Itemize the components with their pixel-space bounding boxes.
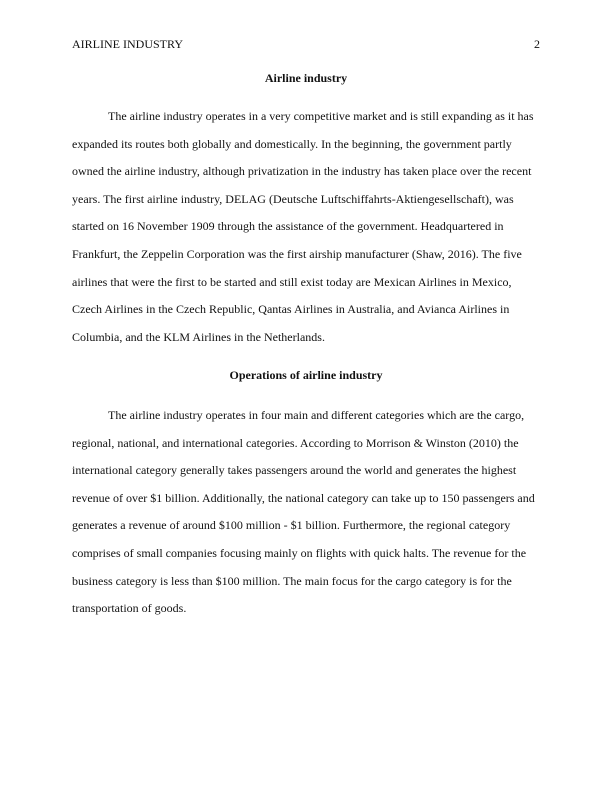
text-line: years. The first airline industry, DELAG (Deutsche Luftschiffahrts-Aktiengesellschaft), was (72, 191, 514, 206)
text-line: comprises of small companies focusing mainly on flights with quick halts. The revenue for the (72, 545, 527, 560)
document-title: Airline industry (264, 71, 348, 85)
text-line: Columbia, and the KLM Airlines in the Netherlands. (72, 329, 325, 344)
text-line: business category is less than $100 million. The main focus for the cargo category is for the (72, 573, 512, 588)
section-heading: Operations of airline industry (229, 368, 383, 382)
page-number: 2 (534, 37, 540, 51)
text-line: Frankfurt, the Zeppelin Corporation was the first airship manufacturer (Shaw, 2016). The five (72, 246, 522, 261)
text-line: revenue of over $1 billion. Additionally, the national category can take up to 150 passengers and (72, 490, 535, 505)
text-line: transportation of goods. (72, 601, 187, 616)
text-line: Czech Airlines in the Czech Republic, Qantas Airlines in Australia, and Avianca Airlines in (72, 302, 510, 317)
text-line: generates a revenue of around $100 million - $1 billion. Furthermore, the regional category (72, 518, 511, 533)
text-line: expanded its routes both globally and domestically. In the beginning, the government partly (72, 136, 512, 151)
text-line: international category generally takes passengers around the world and generates the highest (72, 463, 517, 478)
running-head: AIRLINE INDUSTRY (72, 37, 183, 51)
paragraph-operations (72, 407, 552, 628)
text-line: airlines that were the first to be started and still exist today are Mexican Airlines in Mexico, (72, 274, 512, 289)
text-line: The airline industry operates in a very competitive market and is still expanding as it has (108, 109, 534, 123)
text-line: started on 16 November 1909 through the assistance of the government. Headquartered in (72, 219, 504, 234)
page-header (72, 36, 540, 52)
text-line: The airline industry operates in four main and different categories which are the cargo, (108, 408, 525, 422)
text-line: owned the airline industry, although privatization in the industry has taken place over the recent (72, 164, 532, 179)
paragraph-intro (72, 108, 552, 356)
text-line: regional, national, and international categories. According to Morrison & Winston (2010) the (72, 435, 519, 450)
